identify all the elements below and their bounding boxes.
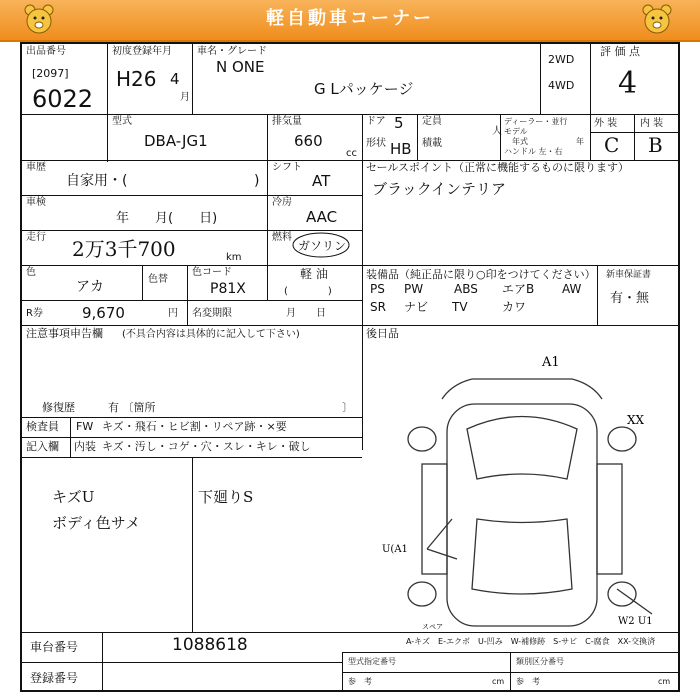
equipment-label: 装備品（純正品に限り○印をつけてください）	[366, 268, 596, 281]
handwritten-right-1: 下廻りS	[198, 488, 254, 506]
bear-logo-icon	[640, 3, 674, 35]
rear-seat-label: 後日品	[366, 327, 399, 340]
class-no-label: 類別区分番号	[516, 657, 564, 666]
fuel-diesel: 軽 油	[300, 267, 328, 281]
handle-label: ハンドル 左・右	[504, 147, 563, 156]
registration-label: 登録番号	[30, 671, 79, 685]
inspector-label-2: 記入欄	[26, 440, 59, 453]
interior-label: 内 装	[640, 118, 664, 129]
history-close: )	[254, 173, 260, 189]
fuel-gas: ガソリン	[298, 239, 347, 253]
score-label: 評 価 点	[600, 45, 640, 58]
exterior-score: C	[604, 133, 620, 157]
model-name: N ONE	[216, 58, 265, 76]
equipment-item: TV	[452, 300, 468, 314]
cm-label-2: cm	[658, 677, 671, 686]
body-shape-label: 形状	[366, 138, 386, 149]
repair-label: 修復歴	[42, 401, 75, 414]
equipment-item: SR	[370, 300, 386, 314]
ref-label-2: 参 考	[516, 677, 540, 686]
fuel-paren: ( )	[284, 286, 332, 297]
diagram-spare: スペア	[422, 623, 443, 631]
ref-label: 参 考	[348, 677, 372, 686]
displacement-unit: cc	[346, 148, 357, 159]
sales-point-value: ブラックインテリア	[372, 180, 506, 198]
repair-value: 有 〔箇所	[108, 401, 156, 414]
repair-close: 〕	[342, 401, 353, 414]
transfer-label: 名変期限	[192, 308, 232, 319]
color-code-label: 色コード	[192, 267, 232, 278]
recycle-unit: 円	[168, 308, 178, 319]
inspector-row1: キズ・飛石・ヒビ割・リペア跡・×要	[102, 420, 287, 433]
drive-4wd: 4WD	[548, 79, 575, 92]
model-label: 車名・グレード	[197, 46, 267, 57]
recycle-label: R券	[26, 308, 43, 319]
diagram-xx: XX	[627, 413, 645, 427]
diagram-a1: A1	[542, 355, 560, 370]
cm-label: cm	[492, 677, 505, 686]
type-no-label: 型式指定番号	[348, 657, 396, 666]
chassis-value: 1088618	[172, 635, 248, 655]
shift-value: AT	[312, 172, 331, 190]
color-change-label: 色替	[148, 274, 168, 285]
color-label: 色	[26, 267, 36, 278]
type-label: 型式	[112, 116, 132, 127]
model-year-label: モデル	[504, 127, 528, 136]
year-unit: 年	[576, 137, 584, 146]
handwritten-left-1: キズU	[52, 488, 95, 506]
chassis-label: 車台番号	[30, 640, 79, 654]
dealer-label: ディーラー・並行	[504, 117, 568, 126]
fuel-circle-mark	[290, 230, 352, 260]
header-title: 軽自動車コーナー	[266, 8, 434, 29]
equipment-item: PS	[370, 282, 385, 296]
mileage-label: 走行	[26, 232, 46, 243]
drive-2wd: 2WD	[548, 53, 575, 66]
equipment-item: AW	[562, 282, 582, 296]
model-grade: G Lパッケージ	[314, 80, 414, 98]
capacity-label: 定員	[422, 116, 442, 127]
transfer-text: 月 日	[286, 308, 326, 319]
inspection-text: 年 月( 日)	[116, 211, 218, 226]
color-value: アカ	[76, 279, 104, 295]
ac-value: AAC	[306, 208, 338, 226]
history-label: 車歴	[26, 162, 46, 173]
inspector-row1-head: FW	[76, 420, 94, 433]
sales-point-label: セールスポイント（正常に機能するものに限ります）	[366, 161, 630, 174]
recycle-value: 9,670	[82, 304, 125, 322]
inspector-row2-head: 内装	[74, 440, 96, 453]
notes-sub: (不具合内容は具体的に記入して下さい)	[122, 329, 300, 340]
lot-sub-number: [2097]	[32, 67, 69, 80]
warranty-value: 有・無	[610, 291, 650, 306]
auction-sheet	[20, 42, 680, 692]
inspector-row2: キズ・汚し・コゲ・穴・スレ・キレ・破し	[102, 440, 311, 453]
mileage-value: 2万3千700	[72, 237, 176, 261]
history-value: 自家用・(	[66, 173, 128, 189]
damage-legend: A-キズ E-エクボ U-凹み W-補修跡 S-サビ C-腐食 XX-交換済	[406, 637, 656, 646]
equipment-item: PW	[404, 282, 424, 296]
load-label: 積載	[422, 138, 442, 149]
ac-label: 冷房	[272, 197, 292, 208]
type-value: DBA-JG1	[144, 132, 208, 150]
displacement-label: 排気量	[272, 116, 302, 127]
capacity-unit: 人	[492, 126, 502, 137]
doors-value: 5	[394, 114, 404, 132]
shift-label: シフト	[272, 162, 302, 173]
first-reg-year: H26	[116, 67, 157, 91]
first-reg-label: 初度登録年月	[112, 46, 172, 57]
color-code: P81X	[210, 281, 246, 297]
first-reg-month-unit: 月	[180, 92, 190, 103]
inspection-label: 車検	[26, 197, 46, 208]
inspector-label-1: 検査員	[26, 420, 59, 433]
car-diagram	[362, 344, 678, 632]
displacement-value: 660	[294, 132, 323, 150]
warranty-label: 新車保証書	[606, 270, 652, 280]
doors-label: ドア	[366, 116, 386, 127]
equipment-item: ナビ	[404, 300, 429, 314]
lot-label: 出品番号	[26, 46, 66, 57]
first-reg-month: 4	[170, 70, 180, 88]
equipment-item: エアB	[502, 282, 535, 296]
fuel-label: 燃料	[272, 232, 292, 243]
handwritten-left-2: ボディ色サメ	[52, 514, 141, 532]
diagram-u1a1: U(A1	[382, 544, 408, 555]
notes-label: 注意事項申告欄	[26, 327, 103, 340]
score-value: 4	[618, 66, 638, 101]
body-shape-value: HB	[390, 140, 412, 158]
mileage-unit: km	[226, 252, 242, 263]
equipment-item: ABS	[454, 282, 478, 296]
interior-score: B	[648, 133, 663, 157]
year-label: 年式	[512, 137, 528, 146]
lot-number: 6022	[32, 85, 94, 113]
equipment-item: カワ	[502, 300, 527, 314]
diagram-w2u1: W2 U1	[618, 616, 653, 627]
exterior-label: 外 装	[594, 118, 618, 129]
